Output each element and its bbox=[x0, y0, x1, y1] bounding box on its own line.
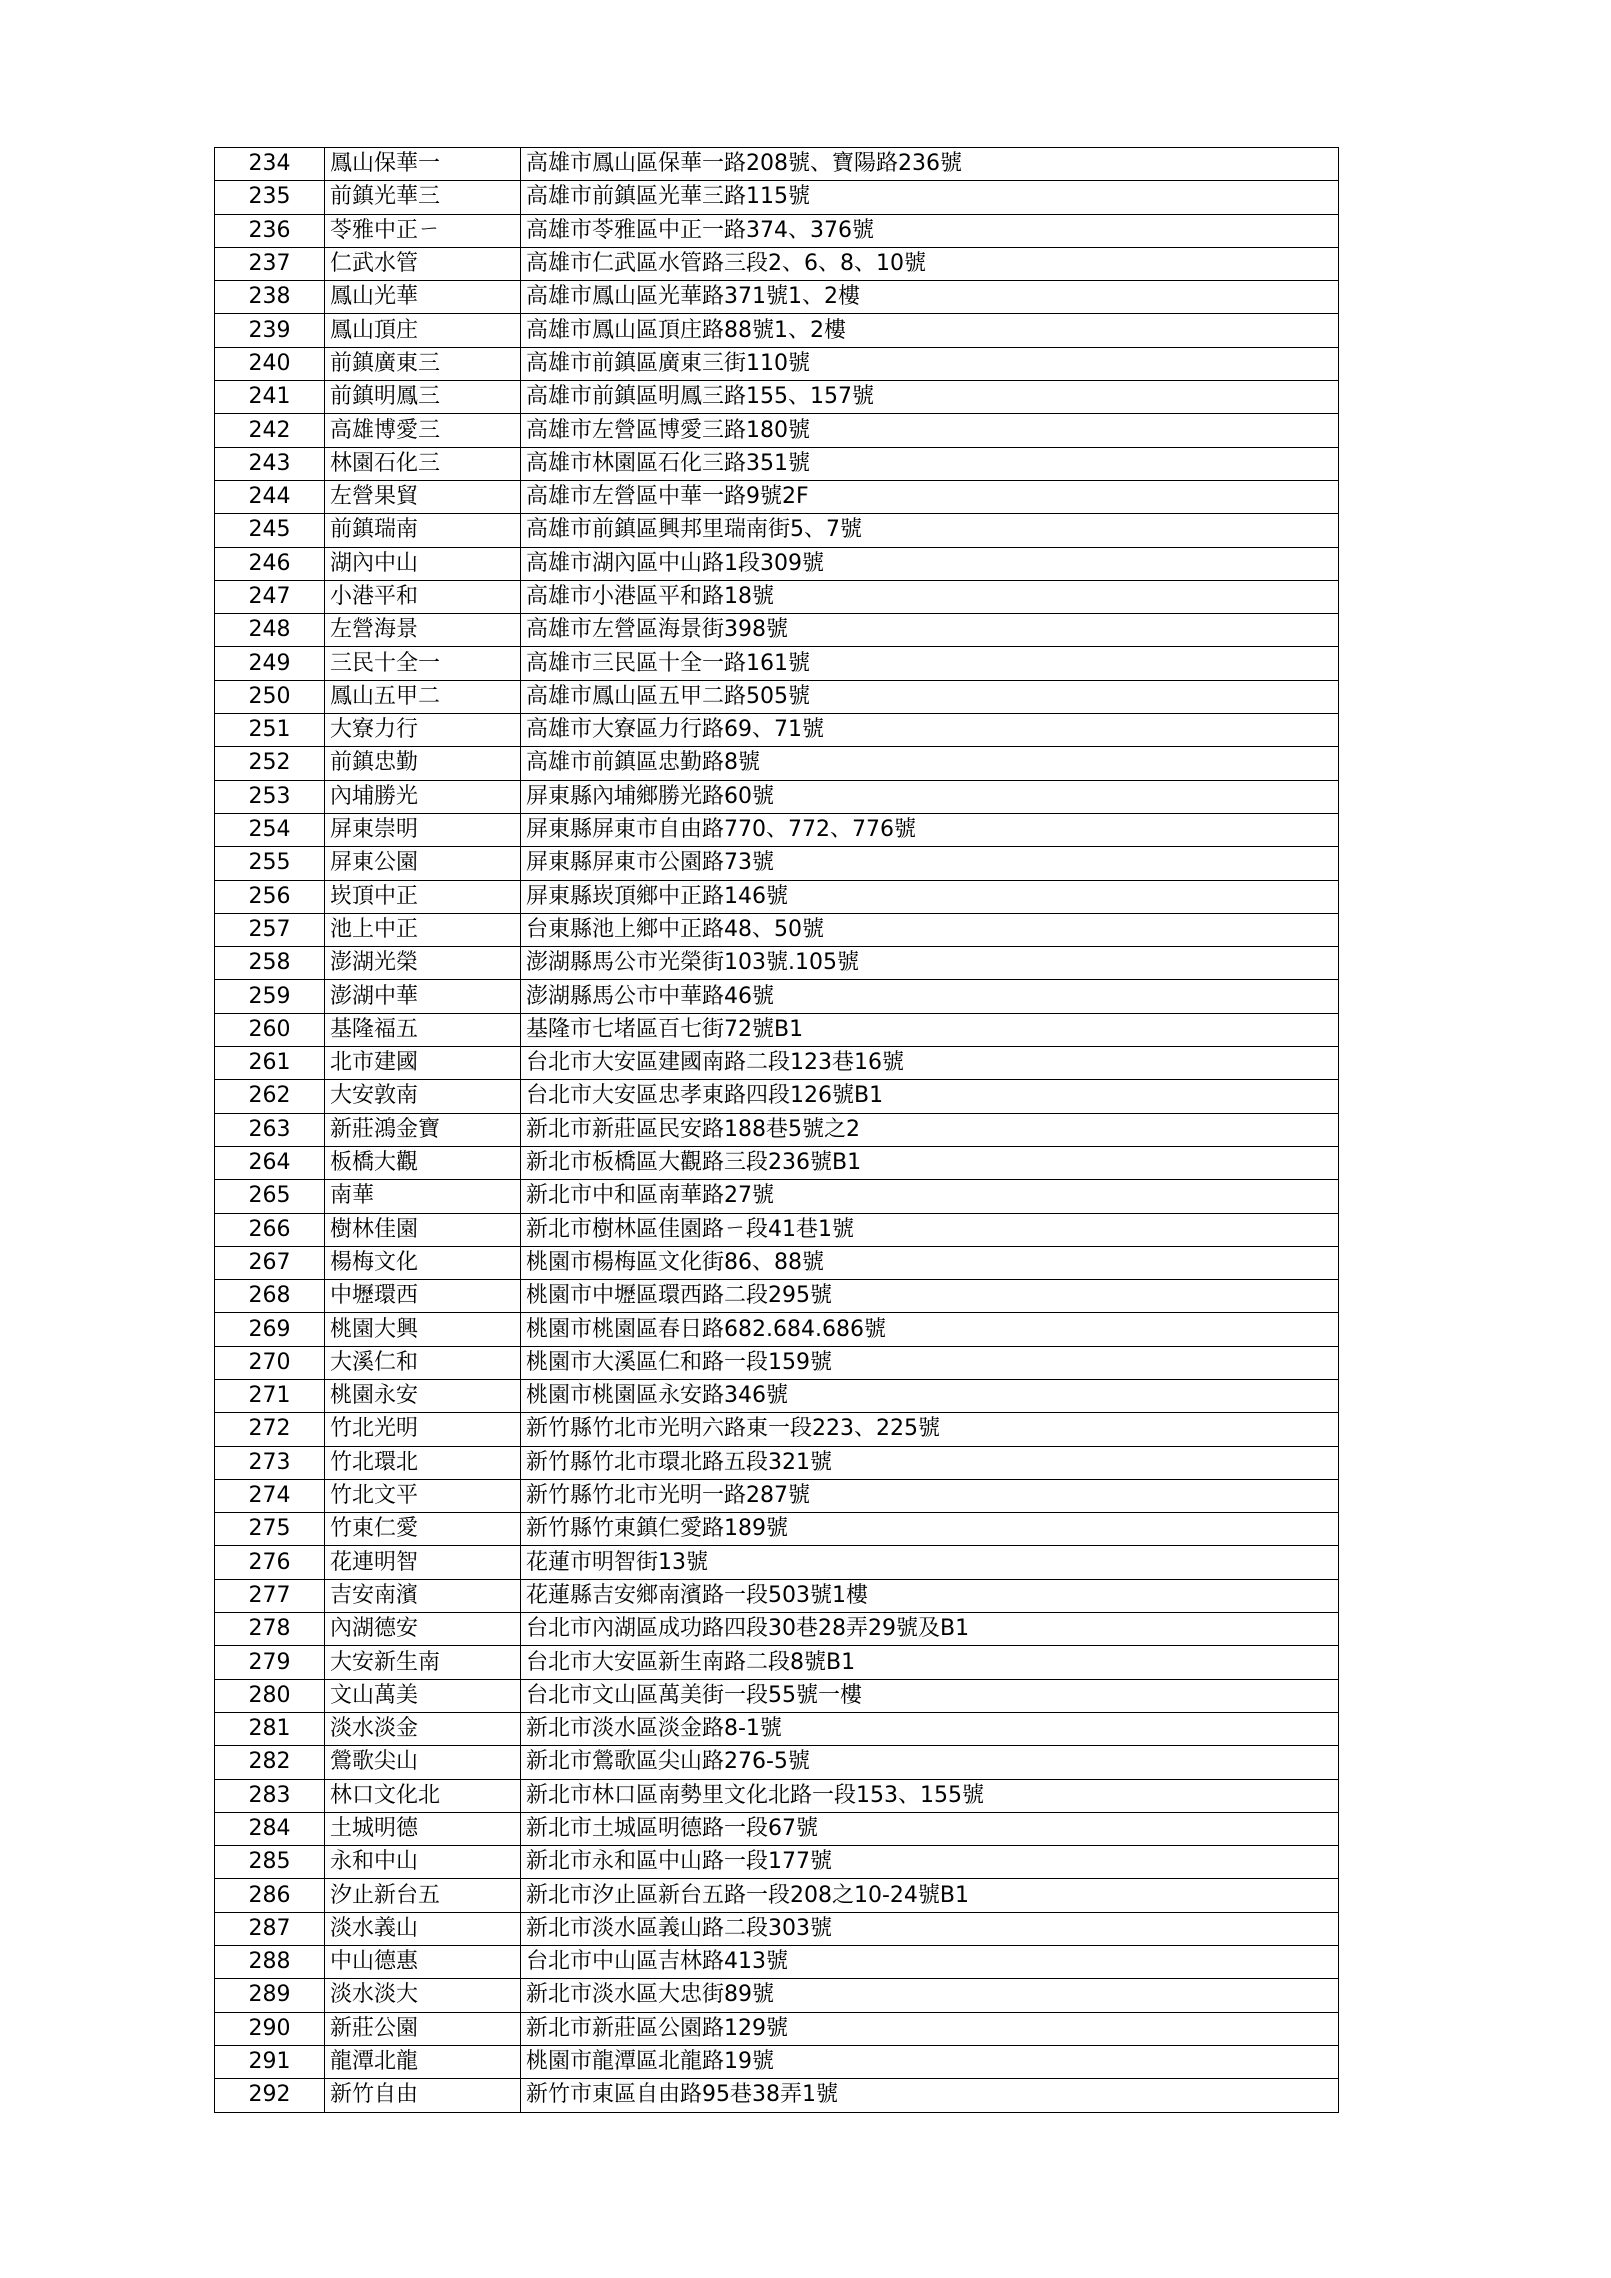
row-number-cell: 273 bbox=[215, 1446, 325, 1479]
address-cell: 桃園市楊梅區文化街86、88號 bbox=[521, 1246, 1339, 1279]
store-name-cell: 大安新生南 bbox=[325, 1646, 521, 1679]
row-number-cell: 276 bbox=[215, 1546, 325, 1579]
table-row bbox=[215, 1912, 1339, 1945]
row-number-cell: 250 bbox=[215, 680, 325, 713]
row-number-cell: 234 bbox=[215, 148, 325, 181]
table-row bbox=[215, 580, 1339, 613]
address-cell: 高雄市鳳山區光華路371號1、2樓 bbox=[521, 281, 1339, 314]
table-row bbox=[215, 1213, 1339, 1246]
table-row bbox=[215, 1313, 1339, 1346]
store-name-cell: 前鎮明鳳三 bbox=[325, 381, 521, 414]
address-cell: 新北市中和區南華路27號 bbox=[521, 1180, 1339, 1213]
store-name-cell: 竹東仁愛 bbox=[325, 1513, 521, 1546]
store-list-table bbox=[214, 147, 1339, 2113]
row-number-cell: 289 bbox=[215, 1979, 325, 2012]
store-name-cell: 竹北文平 bbox=[325, 1479, 521, 1512]
table-row bbox=[215, 1146, 1339, 1179]
table-row bbox=[215, 1479, 1339, 1512]
address-cell: 新竹市東區自由路95巷38弄1號 bbox=[521, 2079, 1339, 2112]
address-cell: 桃園市桃園區春日路682.684.686號 bbox=[521, 1313, 1339, 1346]
table-row bbox=[215, 281, 1339, 314]
table-row bbox=[215, 1047, 1339, 1080]
table-row bbox=[215, 1446, 1339, 1479]
row-number-cell: 254 bbox=[215, 813, 325, 846]
row-number-cell: 242 bbox=[215, 414, 325, 447]
row-number-cell: 270 bbox=[215, 1346, 325, 1379]
table-row bbox=[215, 447, 1339, 480]
address-cell: 高雄市湖內區中山路1段309號 bbox=[521, 547, 1339, 580]
table-row bbox=[215, 1080, 1339, 1113]
address-cell: 新北市新莊區公園路129號 bbox=[521, 2012, 1339, 2045]
row-number-cell: 258 bbox=[215, 947, 325, 980]
store-name-cell: 湖內中山 bbox=[325, 547, 521, 580]
store-name-cell: 汐止新台五 bbox=[325, 1879, 521, 1912]
store-name-cell: 樹林佳園 bbox=[325, 1213, 521, 1246]
store-name-cell: 新莊鴻金寶 bbox=[325, 1113, 521, 1146]
address-cell: 新北市淡水區大忠街89號 bbox=[521, 1979, 1339, 2012]
table-row bbox=[215, 1579, 1339, 1612]
row-number-cell: 238 bbox=[215, 281, 325, 314]
store-name-cell: 小港平和 bbox=[325, 580, 521, 613]
address-cell: 高雄市鳳山區保華一路208號、寶陽路236號 bbox=[521, 148, 1339, 181]
table-row bbox=[215, 148, 1339, 181]
table-row bbox=[215, 980, 1339, 1013]
store-name-cell: 基隆福五 bbox=[325, 1013, 521, 1046]
address-cell: 高雄市仁武區水管路三段2、6、8、10號 bbox=[521, 247, 1339, 280]
row-number-cell: 291 bbox=[215, 2045, 325, 2078]
store-name-cell: 中山德惠 bbox=[325, 1946, 521, 1979]
address-cell: 高雄市左營區博愛三路180號 bbox=[521, 414, 1339, 447]
store-name-cell: 花連明智 bbox=[325, 1546, 521, 1579]
store-name-cell: 崁頂中正 bbox=[325, 880, 521, 913]
row-number-cell: 262 bbox=[215, 1080, 325, 1113]
store-name-cell: 龍潭北龍 bbox=[325, 2045, 521, 2078]
row-number-cell: 271 bbox=[215, 1379, 325, 1412]
store-name-cell: 屏東公園 bbox=[325, 847, 521, 880]
table-row bbox=[215, 1879, 1339, 1912]
address-cell: 新北市永和區中山路一段177號 bbox=[521, 1846, 1339, 1879]
store-name-cell: 左營海景 bbox=[325, 614, 521, 647]
table-row bbox=[215, 1013, 1339, 1046]
row-number-cell: 253 bbox=[215, 780, 325, 813]
address-cell: 台北市中山區吉林路413號 bbox=[521, 1946, 1339, 1979]
row-number-cell: 256 bbox=[215, 880, 325, 913]
table-row bbox=[215, 1413, 1339, 1446]
row-number-cell: 267 bbox=[215, 1246, 325, 1279]
row-number-cell: 240 bbox=[215, 347, 325, 380]
address-cell: 高雄市小港區平和路18號 bbox=[521, 580, 1339, 613]
address-cell: 高雄市前鎮區光華三路115號 bbox=[521, 181, 1339, 214]
table-row bbox=[215, 1613, 1339, 1646]
address-cell: 高雄市前鎮區明鳳三路155、157號 bbox=[521, 381, 1339, 414]
row-number-cell: 277 bbox=[215, 1579, 325, 1612]
address-cell: 新竹縣竹北市光明六路東一段223、225號 bbox=[521, 1413, 1339, 1446]
address-cell: 花蓮市明智街13號 bbox=[521, 1546, 1339, 1579]
table-row bbox=[215, 2012, 1339, 2045]
address-cell: 新北市淡水區義山路二段303號 bbox=[521, 1912, 1339, 1945]
store-name-cell: 桃園大興 bbox=[325, 1313, 521, 1346]
table-row bbox=[215, 480, 1339, 513]
store-name-cell: 苓雅中正ㄧ bbox=[325, 214, 521, 247]
address-cell: 台北市大安區忠孝東路四段126號B1 bbox=[521, 1080, 1339, 1113]
store-list-body bbox=[215, 148, 1339, 2113]
row-number-cell: 248 bbox=[215, 614, 325, 647]
row-number-cell: 263 bbox=[215, 1113, 325, 1146]
row-number-cell: 285 bbox=[215, 1846, 325, 1879]
row-number-cell: 283 bbox=[215, 1779, 325, 1812]
table-row bbox=[215, 1712, 1339, 1745]
table-row bbox=[215, 1546, 1339, 1579]
address-cell: 高雄市前鎮區忠勤路8號 bbox=[521, 747, 1339, 780]
address-cell: 高雄市前鎮區興邦里瑞南街5、7號 bbox=[521, 514, 1339, 547]
store-name-cell: 鶯歌尖山 bbox=[325, 1746, 521, 1779]
store-name-cell: 鳳山光華 bbox=[325, 281, 521, 314]
store-name-cell: 前鎮廣東三 bbox=[325, 347, 521, 380]
store-name-cell: 三民十全一 bbox=[325, 647, 521, 680]
address-cell: 高雄市前鎮區廣東三街110號 bbox=[521, 347, 1339, 380]
row-number-cell: 260 bbox=[215, 1013, 325, 1046]
store-name-cell: 鳳山保華一 bbox=[325, 148, 521, 181]
row-number-cell: 274 bbox=[215, 1479, 325, 1512]
row-number-cell: 287 bbox=[215, 1912, 325, 1945]
table-row bbox=[215, 214, 1339, 247]
store-name-cell: 澎湖中華 bbox=[325, 980, 521, 1013]
row-number-cell: 243 bbox=[215, 447, 325, 480]
row-number-cell: 281 bbox=[215, 1712, 325, 1745]
row-number-cell: 236 bbox=[215, 214, 325, 247]
row-number-cell: 279 bbox=[215, 1646, 325, 1679]
address-cell: 新北市鶯歌區尖山路276-5號 bbox=[521, 1746, 1339, 1779]
store-name-cell: 林口文化北 bbox=[325, 1779, 521, 1812]
row-number-cell: 245 bbox=[215, 514, 325, 547]
address-cell: 高雄市三民區十全一路161號 bbox=[521, 647, 1339, 680]
store-name-cell: 鳳山頂庄 bbox=[325, 314, 521, 347]
store-name-cell: 內湖德安 bbox=[325, 1613, 521, 1646]
table-row bbox=[215, 1379, 1339, 1412]
store-name-cell: 高雄博愛三 bbox=[325, 414, 521, 447]
table-row bbox=[215, 880, 1339, 913]
row-number-cell: 282 bbox=[215, 1746, 325, 1779]
table-row bbox=[215, 1113, 1339, 1146]
store-name-cell: 大寮力行 bbox=[325, 714, 521, 747]
address-cell: 新竹縣竹北市光明一路287號 bbox=[521, 1479, 1339, 1512]
address-cell: 高雄市左營區海景街398號 bbox=[521, 614, 1339, 647]
table-row bbox=[215, 714, 1339, 747]
table-row bbox=[215, 1846, 1339, 1879]
store-name-cell: 楊梅文化 bbox=[325, 1246, 521, 1279]
store-name-cell: 板橋大觀 bbox=[325, 1146, 521, 1179]
address-cell: 桃園市龍潭區北龍路19號 bbox=[521, 2045, 1339, 2078]
table-row bbox=[215, 813, 1339, 846]
address-cell: 屏東縣屏東市公園路73號 bbox=[521, 847, 1339, 880]
row-number-cell: 266 bbox=[215, 1213, 325, 1246]
address-cell: 桃園市中壢區環西路二段295號 bbox=[521, 1280, 1339, 1313]
row-number-cell: 237 bbox=[215, 247, 325, 280]
table-row bbox=[215, 747, 1339, 780]
table-row bbox=[215, 2045, 1339, 2078]
address-cell: 新北市土城區明德路一段67號 bbox=[521, 1812, 1339, 1845]
address-cell: 桃園市大溪區仁和路一段159號 bbox=[521, 1346, 1339, 1379]
store-name-cell: 內埔勝光 bbox=[325, 780, 521, 813]
row-number-cell: 244 bbox=[215, 480, 325, 513]
table-row bbox=[215, 1679, 1339, 1712]
address-cell: 高雄市大寮區力行路69、71號 bbox=[521, 714, 1339, 747]
store-name-cell: 屏東崇明 bbox=[325, 813, 521, 846]
table-row bbox=[215, 1246, 1339, 1279]
store-name-cell: 前鎮忠勤 bbox=[325, 747, 521, 780]
store-name-cell: 林園石化三 bbox=[325, 447, 521, 480]
address-cell: 台北市大安區新生南路二段8號B1 bbox=[521, 1646, 1339, 1679]
table-row bbox=[215, 381, 1339, 414]
table-row bbox=[215, 1346, 1339, 1379]
row-number-cell: 284 bbox=[215, 1812, 325, 1845]
row-number-cell: 259 bbox=[215, 980, 325, 1013]
row-number-cell: 275 bbox=[215, 1513, 325, 1546]
address-cell: 屏東縣崁頂鄉中正路146號 bbox=[521, 880, 1339, 913]
store-name-cell: 左營果貿 bbox=[325, 480, 521, 513]
table-row bbox=[215, 347, 1339, 380]
table-row bbox=[215, 2079, 1339, 2112]
store-name-cell: 南華 bbox=[325, 1180, 521, 1213]
row-number-cell: 288 bbox=[215, 1946, 325, 1979]
address-cell: 屏東縣內埔鄉勝光路60號 bbox=[521, 780, 1339, 813]
table-row bbox=[215, 780, 1339, 813]
table-row bbox=[215, 1946, 1339, 1979]
store-name-cell: 鳳山五甲二 bbox=[325, 680, 521, 713]
row-number-cell: 257 bbox=[215, 913, 325, 946]
store-name-cell: 吉安南濱 bbox=[325, 1579, 521, 1612]
table-row bbox=[215, 647, 1339, 680]
row-number-cell: 272 bbox=[215, 1413, 325, 1446]
row-number-cell: 235 bbox=[215, 181, 325, 214]
address-cell: 台東縣池上鄉中正路48、50號 bbox=[521, 913, 1339, 946]
address-cell: 新竹縣竹東鎮仁愛路189號 bbox=[521, 1513, 1339, 1546]
store-name-cell: 大安敦南 bbox=[325, 1080, 521, 1113]
row-number-cell: 261 bbox=[215, 1047, 325, 1080]
table-row bbox=[215, 1979, 1339, 2012]
address-cell: 新北市樹林區佳園路ㄧ段41巷1號 bbox=[521, 1213, 1339, 1246]
address-cell: 台北市文山區萬美街一段55號一樓 bbox=[521, 1679, 1339, 1712]
address-cell: 桃園市桃園區永安路346號 bbox=[521, 1379, 1339, 1412]
address-cell: 基隆市七堵區百七街72號B1 bbox=[521, 1013, 1339, 1046]
address-cell: 新竹縣竹北市環北路五段321號 bbox=[521, 1446, 1339, 1479]
row-number-cell: 264 bbox=[215, 1146, 325, 1179]
table-row bbox=[215, 680, 1339, 713]
row-number-cell: 286 bbox=[215, 1879, 325, 1912]
table-row bbox=[215, 1180, 1339, 1213]
address-cell: 花蓮縣吉安鄉南濱路一段503號1樓 bbox=[521, 1579, 1339, 1612]
row-number-cell: 239 bbox=[215, 314, 325, 347]
address-cell: 新北市林口區南勢里文化北路一段153、155號 bbox=[521, 1779, 1339, 1812]
address-cell: 高雄市鳳山區五甲二路505號 bbox=[521, 680, 1339, 713]
address-cell: 高雄市左營區中華一路9號2F bbox=[521, 480, 1339, 513]
table-row bbox=[215, 947, 1339, 980]
store-name-cell: 新竹自由 bbox=[325, 2079, 521, 2112]
row-number-cell: 255 bbox=[215, 847, 325, 880]
table-row bbox=[215, 1280, 1339, 1313]
store-name-cell: 永和中山 bbox=[325, 1846, 521, 1879]
table-row bbox=[215, 414, 1339, 447]
store-name-cell: 淡水淡大 bbox=[325, 1979, 521, 2012]
address-cell: 台北市內湖區成功路四段30巷28弄29號及B1 bbox=[521, 1613, 1339, 1646]
row-number-cell: 247 bbox=[215, 580, 325, 613]
store-name-cell: 土城明德 bbox=[325, 1812, 521, 1845]
row-number-cell: 280 bbox=[215, 1679, 325, 1712]
table-row bbox=[215, 181, 1339, 214]
row-number-cell: 278 bbox=[215, 1613, 325, 1646]
table-row bbox=[215, 913, 1339, 946]
address-cell: 新北市汐止區新台五路一段208之10-24號B1 bbox=[521, 1879, 1339, 1912]
store-name-cell: 竹北環北 bbox=[325, 1446, 521, 1479]
address-cell: 新北市新莊區民安路188巷5號之2 bbox=[521, 1113, 1339, 1146]
table-row bbox=[215, 1513, 1339, 1546]
store-name-cell: 澎湖光榮 bbox=[325, 947, 521, 980]
address-cell: 高雄市苓雅區中正一路374、376號 bbox=[521, 214, 1339, 247]
row-number-cell: 241 bbox=[215, 381, 325, 414]
address-cell: 澎湖縣馬公市光榮街103號.105號 bbox=[521, 947, 1339, 980]
store-name-cell: 淡水義山 bbox=[325, 1912, 521, 1945]
row-number-cell: 292 bbox=[215, 2079, 325, 2112]
row-number-cell: 246 bbox=[215, 547, 325, 580]
address-cell: 新北市板橋區大觀路三段236號B1 bbox=[521, 1146, 1339, 1179]
address-cell: 高雄市鳳山區頂庄路88號1、2樓 bbox=[521, 314, 1339, 347]
table-row bbox=[215, 247, 1339, 280]
row-number-cell: 268 bbox=[215, 1280, 325, 1313]
row-number-cell: 269 bbox=[215, 1313, 325, 1346]
address-cell: 台北市大安區建國南路二段123巷16號 bbox=[521, 1047, 1339, 1080]
row-number-cell: 251 bbox=[215, 714, 325, 747]
table-row bbox=[215, 514, 1339, 547]
store-name-cell: 前鎮光華三 bbox=[325, 181, 521, 214]
store-name-cell: 新莊公園 bbox=[325, 2012, 521, 2045]
table-row bbox=[215, 1646, 1339, 1679]
address-cell: 新北市淡水區淡金路8-1號 bbox=[521, 1712, 1339, 1745]
address-cell: 澎湖縣馬公市中華路46號 bbox=[521, 980, 1339, 1013]
row-number-cell: 290 bbox=[215, 2012, 325, 2045]
row-number-cell: 252 bbox=[215, 747, 325, 780]
store-name-cell: 淡水淡金 bbox=[325, 1712, 521, 1745]
table-row bbox=[215, 1812, 1339, 1845]
table-row bbox=[215, 1746, 1339, 1779]
store-name-cell: 仁武水管 bbox=[325, 247, 521, 280]
table-row bbox=[215, 847, 1339, 880]
address-cell: 屏東縣屏東市自由路770、772、776號 bbox=[521, 813, 1339, 846]
store-name-cell: 中壢環西 bbox=[325, 1280, 521, 1313]
store-name-cell: 大溪仁和 bbox=[325, 1346, 521, 1379]
store-name-cell: 桃園永安 bbox=[325, 1379, 521, 1412]
table-row bbox=[215, 547, 1339, 580]
store-name-cell: 竹北光明 bbox=[325, 1413, 521, 1446]
address-cell: 高雄市林園區石化三路351號 bbox=[521, 447, 1339, 480]
row-number-cell: 265 bbox=[215, 1180, 325, 1213]
store-name-cell: 北市建國 bbox=[325, 1047, 521, 1080]
table-row bbox=[215, 1779, 1339, 1812]
table-row bbox=[215, 614, 1339, 647]
store-name-cell: 前鎮瑞南 bbox=[325, 514, 521, 547]
table-row bbox=[215, 314, 1339, 347]
row-number-cell: 249 bbox=[215, 647, 325, 680]
store-name-cell: 池上中正 bbox=[325, 913, 521, 946]
store-name-cell: 文山萬美 bbox=[325, 1679, 521, 1712]
